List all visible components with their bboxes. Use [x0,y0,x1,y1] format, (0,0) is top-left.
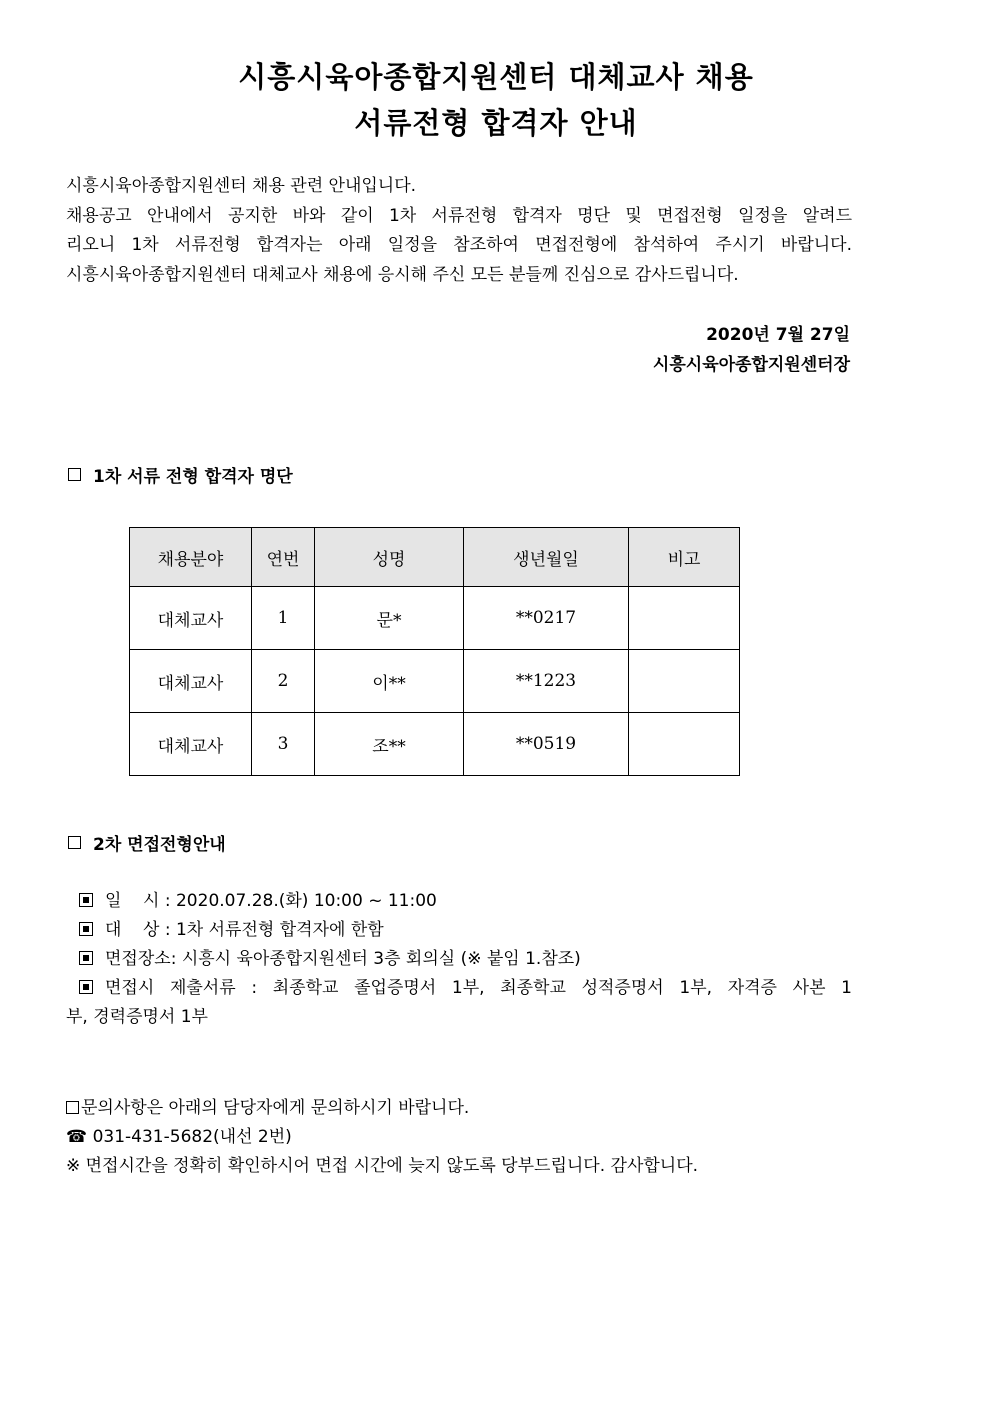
square-bullet-icon [68,836,81,849]
contact-info [66,1094,852,1181]
table-header-row [130,528,740,587]
cell-birth: **0217 [464,587,629,650]
cell-field: 대체교사 [130,587,252,650]
intro-line: 채용공고 안내에서 공지한 바와 같이 1차 서류전형 합격자 명단 및 면접전형 일정을 알려드 [66,205,852,226]
contact-text: 문의사항은 아래의 담당자에게 문의하시기 바랍니다. [81,1098,470,1118]
table-row [130,650,740,713]
interview-item-text: 면접장소: 시흥시 육아종합지원센터 3층 회의실 (※ 붙임 1.참조) [105,949,581,969]
interview-item-text: 일 시 : 2020.07.28.(화) 10:00 ~ 11:00 [105,891,437,911]
column-header: 연번 [252,528,315,587]
interview-item [66,916,852,945]
cell-note [629,587,740,650]
candidates-table [129,527,740,776]
table-row [130,587,740,650]
column-header: 성명 [315,528,464,587]
interview-item [66,887,852,916]
contact-note: ※ 면접시간을 정확히 확인하시어 면접 시간에 늦지 않도록 당부드립니다. 감사합니다. [66,1156,699,1176]
document-title-line1: 시흥시육아종합지원센터 대체교사 채용 [238,60,754,94]
filled-square-bullet-icon [79,893,93,907]
table-row [130,713,740,776]
cell-number: 1 [252,587,315,650]
cell-name: 이** [315,650,464,713]
section-heading-text: 1차 서류 전형 합격자 명단 [93,467,293,487]
telephone-icon: ☎ [66,1127,88,1147]
interview-item-continued: 부, 경력증명서 1부 [66,1007,208,1027]
filled-square-bullet-icon [79,922,93,936]
cell-birth: **0519 [464,713,629,776]
cell-note [629,650,740,713]
section-heading-interview [68,830,226,855]
notice-date: 2020년 7월 27일 [706,325,850,345]
cell-number: 3 [252,713,315,776]
column-header: 비고 [629,528,740,587]
phone-number: 031-431-5682(내선 2번) [92,1127,292,1147]
section-heading-candidates [68,462,293,487]
square-bullet-icon [66,1101,79,1114]
cell-name: 문* [315,587,464,650]
contact-line [66,1094,852,1123]
section-heading-text: 2차 면접전형안내 [93,835,226,855]
document-title-line2: 서류전형 합격자 안내 [354,106,638,140]
intro-line: 시흥시육아종합지원센터 채용 관련 안내입니다. [66,176,417,196]
interview-item-text: 면접시 제출서류 : 최종학교 졸업증명서 1부, 최종학교 성적증명서 1부, 자격증 사본 1 [105,978,852,998]
issuer-name: 시흥시육아종합지원센터장 [652,355,850,375]
cell-birth: **1223 [464,650,629,713]
interview-item-text: 대 상 : 1차 서류전형 합격자에 한함 [105,920,384,940]
cell-note [629,713,740,776]
filled-square-bullet-icon [79,980,93,994]
filled-square-bullet-icon [79,951,93,965]
intro-paragraph [66,172,852,290]
column-header: 채용분야 [130,528,252,587]
cell-field: 대체교사 [130,650,252,713]
column-header: 생년월일 [464,528,629,587]
cell-name: 조** [315,713,464,776]
contact-phone-line [66,1123,852,1152]
interview-details [66,887,852,1032]
cell-field: 대체교사 [130,713,252,776]
cell-number: 2 [252,650,315,713]
intro-line: 시흥시육아종합지원센터 대체교사 채용에 응시해 주신 모든 분들께 진심으로 감사드립니다. [66,264,739,285]
interview-item [66,974,852,1003]
intro-line: 리오니 1차 서류전형 합격자는 아래 일정을 참조하여 면접전형에 참석하여 주시기 바랍니다. [66,235,852,255]
interview-item [66,945,852,974]
square-bullet-icon [68,468,81,481]
